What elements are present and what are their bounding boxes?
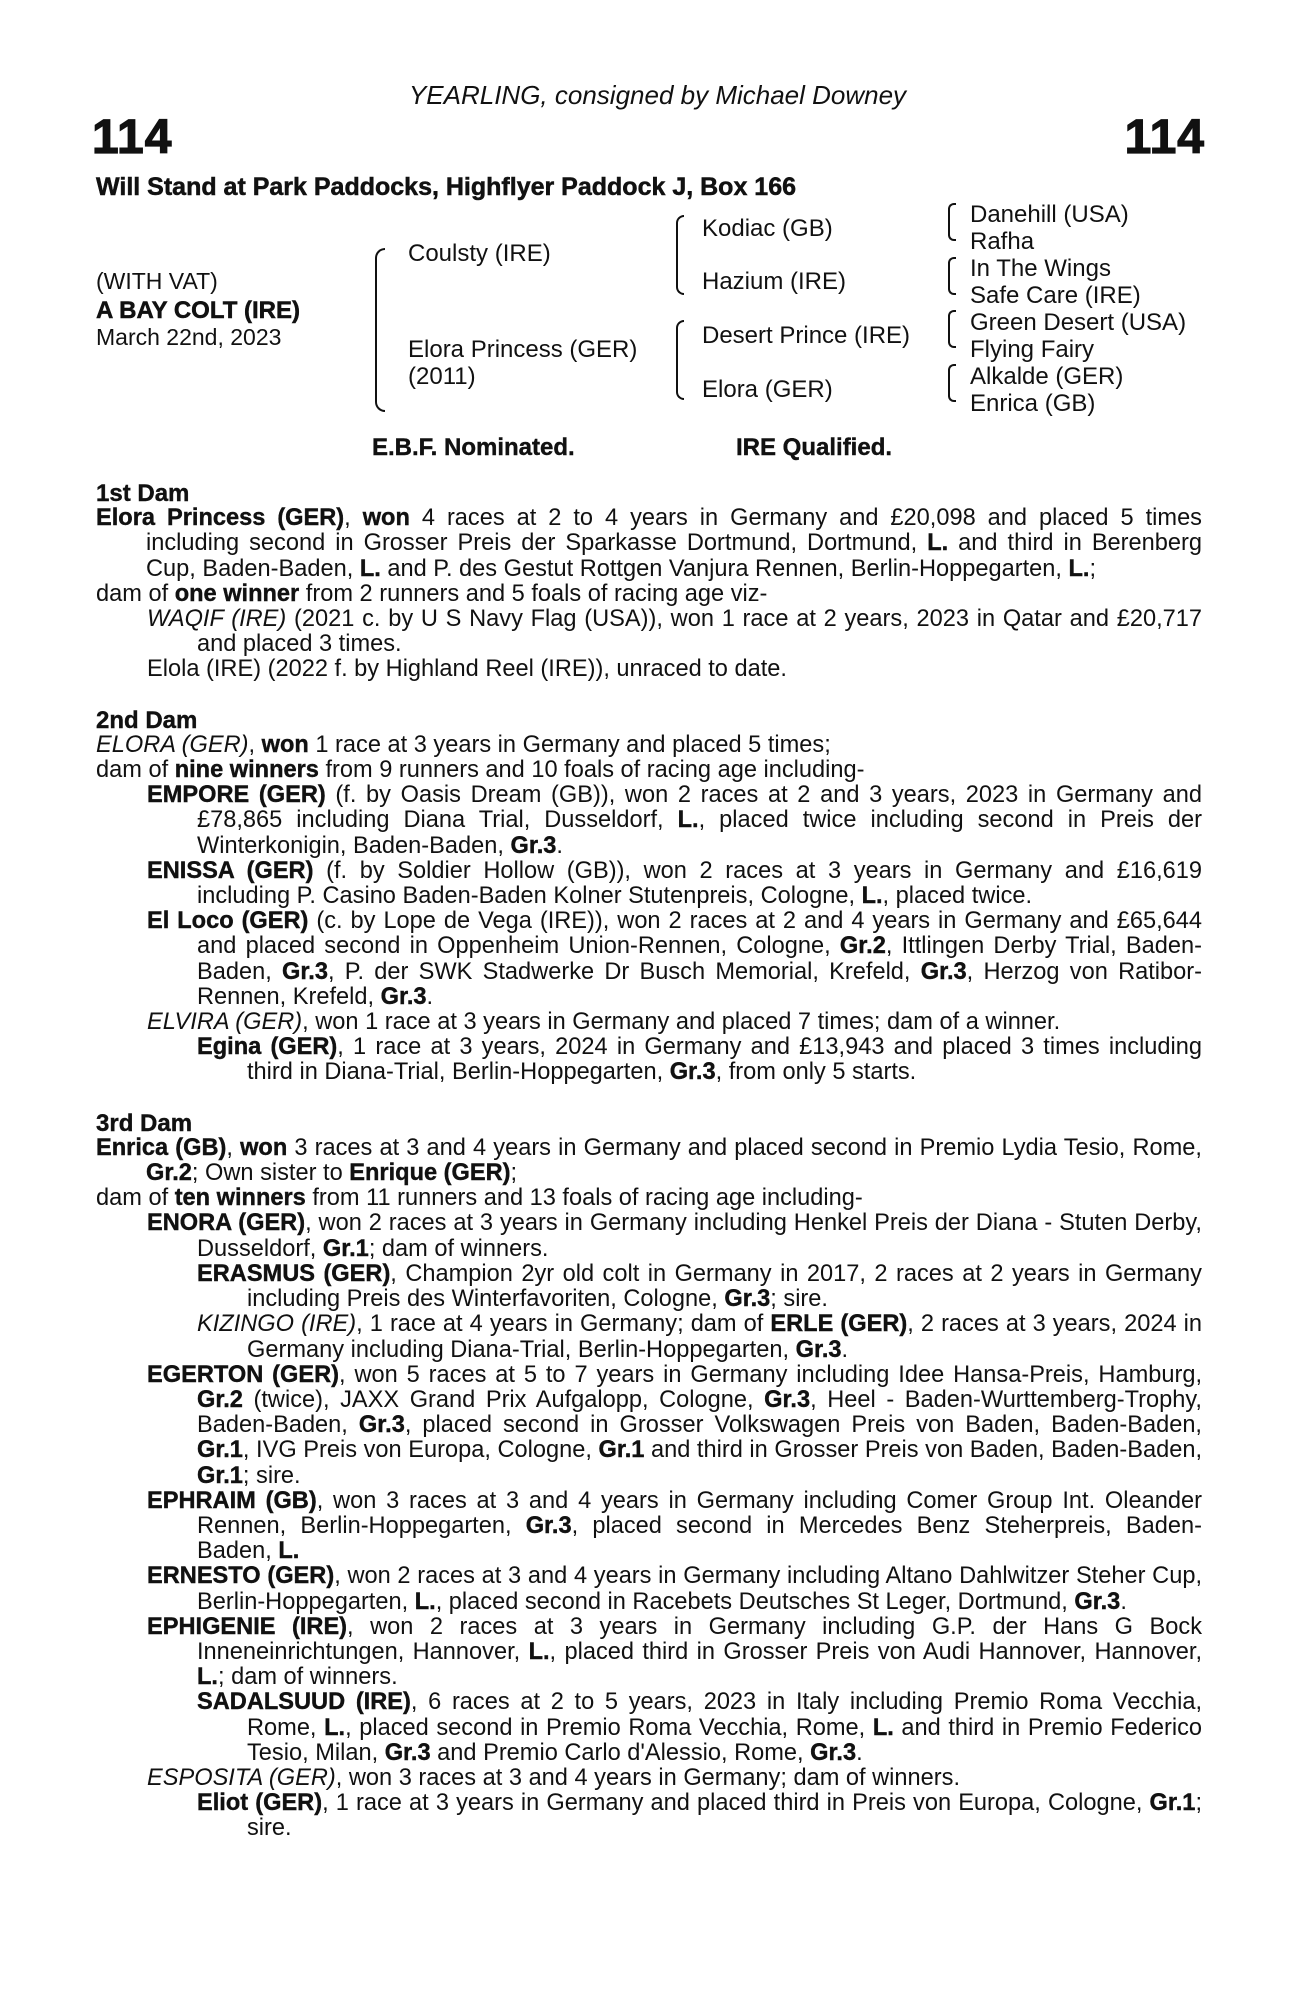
first-dam-progeny-1 [96, 607, 1202, 657]
grade: Gr.3 [510, 832, 557, 859]
text: dam of [96, 757, 175, 784]
lot-number-left: 114 [92, 111, 173, 164]
catalogue-body [96, 481, 1202, 1842]
third-dam-progeny-1 [96, 1211, 1202, 1261]
text: ; dam of winners. [217, 1664, 398, 1691]
text: , placed second in Racebets Deutsches St Leger, Dortmund, [435, 1588, 1075, 1615]
won-label: won [362, 505, 410, 532]
pedigree-brace-g4 [948, 364, 956, 402]
text: , P. der SWK Stadwerke Dr Busch Memorial, Krefeld, [327, 958, 921, 985]
grade: L. [927, 530, 949, 557]
text: (2021 c. by U S Navy Flag (USA)), won 1 race at 2 years, 2023 in Qatar and £20,717 and placed 3 times. [197, 606, 1202, 658]
third-dam-grand-progeny-1 [96, 1262, 1202, 1312]
dam-dam: Elora (GER) [702, 376, 833, 403]
grade: Gr.2 [146, 1160, 192, 1187]
text: and P. des Gestut Rottgen Vanjura Rennen, Berlin-Hoppegarten, [380, 555, 1069, 582]
horse-name: A BAY COLT (IRE) [96, 297, 301, 324]
text: 1 race at 3 years in Germany and placed 5 times; [308, 731, 831, 758]
third-dam-heading: 3rd Dam [96, 1109, 193, 1137]
grade: L. [324, 1714, 346, 1741]
text: , won 3 races at 3 and 4 years in Germany including Comer Group Int. Oleander Rennen, Berlin-Hoppegarten, [197, 1487, 1202, 1539]
third-dam-name: Enrica (GB) [96, 1134, 227, 1161]
second-dam-progeny-4 [96, 1010, 1202, 1035]
text: (c. by Lope de Vega (IRE)), won 2 races at 2 and 4 years in Germany and £65,644 and placed second in Oppenheim Union-Rennen, Cologne, [197, 908, 1202, 960]
second-dam-progeny-3 [96, 909, 1202, 1010]
grade: Gr.1 [197, 1462, 243, 1489]
text: (twice), JAXX Grand Prix Aufgalopp, Cologne, [242, 1386, 765, 1413]
progeny-name: KIZINGO (IRE) [197, 1311, 357, 1338]
text: (f. by Soldier Hollow (GB)), won 2 races at 3 years in Germany and £16,619 including P. Casino Baden-Baden Kolner Stutenpreis, Cologne, [197, 857, 1202, 910]
progeny-name: ELVIRA (GER) [147, 1009, 303, 1036]
text: ; [510, 1160, 518, 1187]
text: , won 2 races at 3 and 4 years in Germany including Altano Dahlwitzer Steher Cup, Berlin-Hoppegarten, [197, 1563, 1203, 1615]
third-dam-grand-progeny-3 [96, 1690, 1202, 1766]
grade: L. [1068, 555, 1090, 582]
won-label: won [240, 1134, 288, 1161]
text: , 6 races at 2 to 5 years, 2023 in Italy including Premio Roma Vecchia, Rome, [247, 1689, 1203, 1741]
ggp-8: Enrica (GB) [970, 390, 1096, 417]
sep: , [248, 731, 262, 758]
text: and Premio Carlo d'Alessio, Rome, [430, 1739, 811, 1766]
progeny-name: WAQIF (IRE) [147, 606, 287, 633]
text: , Heel - Baden-Wurttemberg-Trophy, Baden-Baden, [197, 1386, 1202, 1439]
first-dam-produce-summary [96, 582, 1202, 607]
progeny-name: Eliot (GER) [197, 1790, 323, 1817]
ggp-5: Green Desert (USA) [970, 309, 1187, 336]
first-dam-entry [96, 506, 1202, 582]
grade: L. [197, 1664, 218, 1691]
ire-qualified: IRE Qualified. [736, 434, 893, 461]
grade: L. [677, 807, 699, 834]
text: , placed twice. [882, 883, 1033, 910]
grade: L. [278, 1538, 300, 1565]
third-dam-grand-progeny-4 [96, 1791, 1202, 1841]
first-dam-heading: 1st Dam [96, 480, 190, 507]
sep: , [226, 1134, 241, 1161]
second-dam-grand-progeny-1 [96, 1035, 1202, 1085]
grade: Gr.3 [358, 1412, 405, 1439]
third-dam-entry [96, 1136, 1202, 1186]
sale-type: YEARLING, consigned by Michael Downey [408, 80, 907, 110]
text: , won 2 races at 3 years in Germany including G.P. der Hans G Bock Inneneinrichtungen, Hannover, [197, 1613, 1202, 1665]
grade: L. [414, 1588, 436, 1615]
grade: Gr.2 [839, 933, 886, 960]
pedigree-brace-g1 [948, 203, 956, 241]
text: , Ittlingen Derby Trial, Baden-Baden, [197, 933, 1202, 985]
text: , 1 race at 4 years in Germany; dam of [356, 1311, 771, 1338]
text: , placed second in Grosser Volkswagen Preis von Baden, Baden-Baden, [404, 1412, 1202, 1439]
text: , placed second in Mercedes Benz Steherpreis, Baden-Baden, [197, 1512, 1202, 1565]
sire-sire: Kodiac (GB) [702, 215, 833, 242]
pedigree-brace-main [375, 248, 385, 412]
ggp-7: Alkalde (GER) [970, 363, 1124, 390]
grade: Gr.3 [795, 1336, 842, 1363]
pedigree-brace-g3 [948, 310, 956, 348]
grade: Gr.3 [1074, 1588, 1121, 1615]
third-dam-progeny-4 [96, 1564, 1202, 1614]
third-dam-progeny-2 [96, 1363, 1202, 1489]
text: (f. by Oasis Dream (GB)), won 2 races at 2 and 3 years, 2023 in Germany and £78,865 including Diana Trial, Dusseldorf, [197, 782, 1203, 834]
second-dam-heading: 2nd Dam [96, 706, 198, 734]
winners-count: nine winners [174, 757, 319, 784]
dam-sire: Desert Prince (IRE) [702, 322, 911, 349]
text: ; dam of winners. [368, 1235, 549, 1262]
ebf-nominated: E.B.F. Nominated. [372, 434, 575, 461]
text: , Herzog von Ratibor-Rennen, Krefeld, [197, 958, 1203, 1010]
grade: Gr.3 [669, 1059, 716, 1086]
second-dam-name: ELORA (GER) [96, 731, 249, 758]
second-dam-progeny-1 [96, 783, 1202, 859]
won-label: won [261, 731, 309, 758]
pedigree-brace-dam [676, 320, 684, 400]
text: ; sire. [247, 1790, 1202, 1842]
ggp-2: Rafha [970, 228, 1035, 255]
text: . [841, 1336, 849, 1363]
second-dam-entry [96, 733, 1202, 758]
text: , IVG Preis von Europa, Cologne, [242, 1437, 599, 1464]
progeny-name: ENISSA (GER) [147, 857, 314, 884]
text: , won 3 races at 3 and 4 years in Germany; dam of winners. [335, 1764, 961, 1791]
progeny-name: EGERTON (GER) [147, 1361, 339, 1388]
winners-count: ten winners [174, 1185, 306, 1212]
text: 3 races at 3 and 4 years in Germany and placed second in Premio Lydia Tesio, Rome, [287, 1134, 1202, 1161]
text: , won 2 races at 3 years in Germany including Henkel Preis der Diana - Stuten Derby, Dusseldorf, [197, 1210, 1202, 1262]
text: . [426, 983, 434, 1010]
dam: Elora Princess (GER) [408, 336, 638, 363]
text: , 1 race at 3 years, 2024 in Germany and £13,943 and placed 3 times including third in Diana-Trial, Berlin-Hoppegarten, [247, 1034, 1202, 1086]
grade: Gr.3 [810, 1739, 857, 1766]
text: , won 5 races at 5 to 7 years in Germany including Idee Hansa-Preis, Hamburg, [339, 1361, 1202, 1388]
grade: L. [872, 1714, 894, 1741]
ggp-4: Safe Care (IRE) [970, 282, 1141, 309]
dam-year: (2011) [408, 363, 476, 390]
pedigree-brace-sire [676, 215, 684, 295]
grade: Gr.3 [920, 958, 967, 985]
grade: Gr.3 [380, 983, 427, 1010]
progeny-name: ERASMUS (GER) [197, 1260, 391, 1287]
sire: Coulsty (IRE) [408, 240, 551, 267]
text: dam of [96, 580, 175, 607]
grade: L. [359, 555, 381, 582]
lot-number-right: 114 [1124, 111, 1205, 164]
winners-count: one winner [174, 580, 300, 607]
second-dam-progeny-2 [96, 859, 1202, 909]
text: ; Own sister to [191, 1160, 350, 1187]
grade: Gr.3 [764, 1386, 811, 1413]
ggp-1: Danehill (USA) [970, 201, 1129, 228]
text: , placed twice including second in Preis der Winterkonigin, Baden-Baden, [197, 807, 1202, 859]
text: ; [1089, 555, 1097, 582]
text: from 11 runners and 13 foals of racing age including- [305, 1185, 863, 1212]
progeny-name: ESPOSITA (GER) [147, 1764, 336, 1791]
progeny-name: ERNESTO (GER) [147, 1563, 335, 1590]
text: from 2 runners and 5 foals of racing age viz- [299, 580, 768, 607]
grade: Gr.3 [282, 958, 328, 985]
third-dam-progeny-5 [96, 1615, 1202, 1691]
text: , 2 races at 3 years, 2024 in Germany including Diana-Trial, Berlin-Hoppegarten, [247, 1311, 1203, 1363]
third-dam-progeny-6 [96, 1766, 1202, 1791]
grade: Gr.1 [598, 1437, 645, 1464]
third-dam-produce-summary [96, 1186, 1202, 1211]
stand-location: Will Stand at Park Paddocks, Highflyer Paddock J, Box 166 [96, 173, 796, 201]
progeny-name: EMPORE (GER) [147, 782, 326, 809]
ggp-3: In The Wings [970, 255, 1111, 282]
text: Elola (IRE) (2022 f. by Highland Reel (IRE)), unraced to date. [147, 656, 787, 683]
text: , 1 race at 3 years in Germany and placed third in Preis von Europa, Cologne, [322, 1790, 1150, 1817]
text: from 9 runners and 10 foals of racing age including- [318, 757, 865, 784]
text: and third in Grosser Preis von Baden, Baden-Baden, [644, 1437, 1203, 1464]
third-dam-section [96, 1111, 1202, 1842]
grade: Gr.2 [197, 1386, 243, 1413]
grade: Gr.3 [724, 1286, 771, 1313]
text: . [556, 832, 563, 859]
sister-name: Enrique (GER) [349, 1160, 511, 1187]
text: , placed second in Premio Roma Vecchia, Rome, [345, 1714, 873, 1741]
progeny-name: EPHRAIM (GB) [147, 1487, 317, 1514]
text: , won 1 race at 3 years in Germany and placed 7 times; dam of a winner. [302, 1009, 1061, 1036]
grade: Gr.3 [384, 1739, 431, 1766]
second-dam-produce-summary [96, 758, 1202, 783]
text: dam of [96, 1185, 175, 1212]
text: ; sire. [770, 1286, 828, 1313]
first-dam-progeny-2 [96, 657, 1202, 682]
text: 4 races at 2 to 4 years in Germany and £20,098 and placed 5 times including second in Grosser Preis der Sparkasse Dortmund, Dortmund, [146, 505, 1202, 557]
first-dam-section [96, 481, 1202, 683]
ggp-6: Flying Fairy [970, 336, 1095, 363]
sire-dam: Hazium (IRE) [702, 268, 847, 295]
sep: , [344, 505, 363, 532]
text: and third in Berenberg Cup, Baden-Baden, [146, 530, 1203, 582]
pedigree-brace-g2 [948, 257, 956, 295]
progeny-name: Egina (GER) [197, 1034, 338, 1061]
grade: Gr.1 [197, 1437, 243, 1464]
text: ; sire. [242, 1462, 301, 1489]
third-dam-progeny-3 [96, 1489, 1202, 1565]
text: , Champion 2yr old colt in Germany in 2017, 2 races at 2 years in Germany including Preis des Winterfavoriten, Cologne, [247, 1260, 1202, 1313]
progeny-name: SADALSUUD (IRE) [197, 1689, 411, 1716]
progeny-name: ENORA (GER) [147, 1210, 306, 1237]
progeny-name: EPHIGENIE (IRE) [147, 1613, 348, 1640]
text: , placed third in Grosser Preis von Audi Hannover, Hannover, [549, 1638, 1202, 1665]
foaling-date: March 22nd, 2023 [96, 324, 282, 350]
text: and third in Premio Federico Tesio, Milan, [247, 1714, 1202, 1766]
text: , from only 5 starts. [715, 1059, 917, 1086]
text: . [1120, 1588, 1127, 1615]
grade: Gr.1 [1149, 1790, 1196, 1817]
first-dam-name: Elora Princess (GER) [96, 505, 345, 532]
progeny-name: El Loco (GER) [147, 908, 309, 935]
text: . [856, 1739, 863, 1766]
third-dam-grand-progeny-2 [96, 1312, 1202, 1362]
grade: Gr.3 [525, 1512, 572, 1539]
grade: L. [861, 883, 883, 910]
vat-note: (WITH VAT) [96, 268, 218, 294]
grade: Gr.1 [322, 1235, 369, 1262]
grade: L. [528, 1638, 550, 1665]
progeny-name: ERLE (GER) [770, 1311, 908, 1338]
second-dam-section [96, 708, 1202, 1086]
